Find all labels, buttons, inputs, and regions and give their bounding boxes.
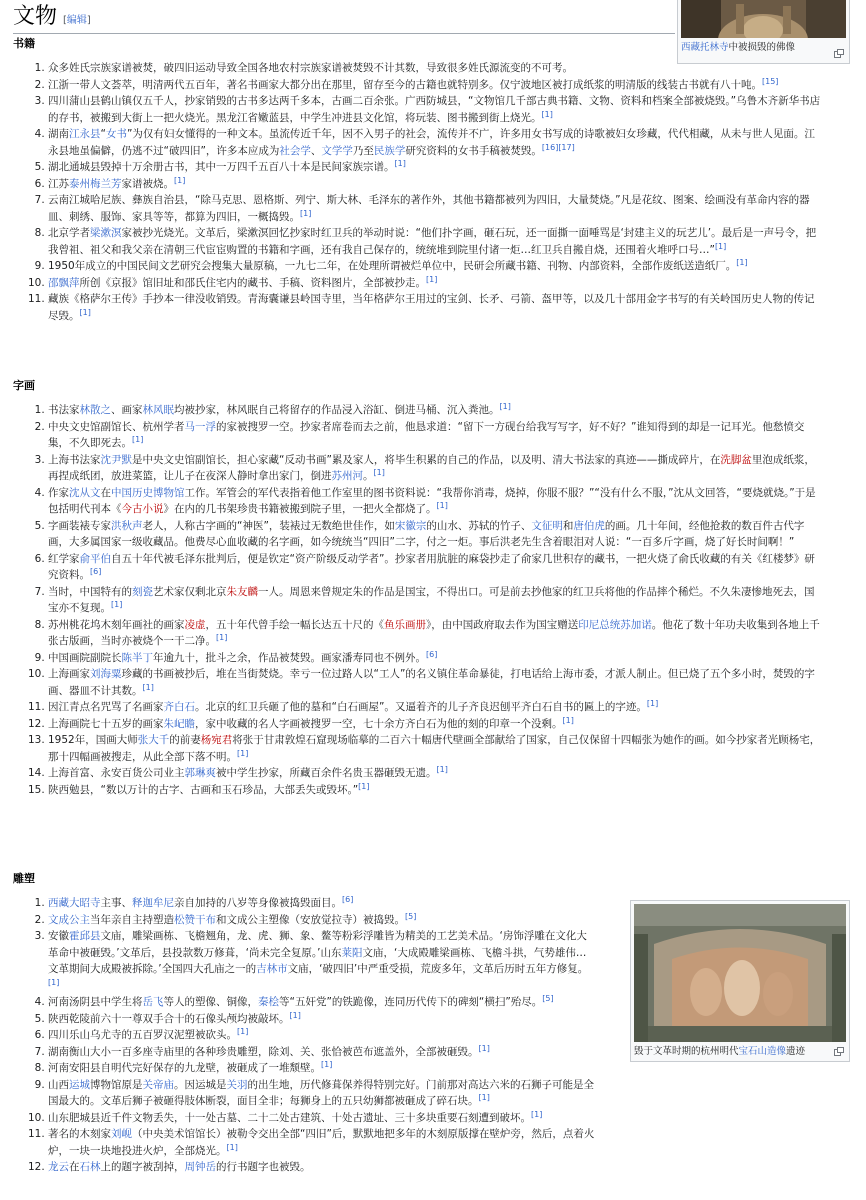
list-item [48, 666, 823, 699]
citation-ref[interactable]: [1] [562, 715, 574, 725]
citation-ref[interactable]: [1] [289, 1010, 301, 1020]
citation-ref[interactable]: [5] [542, 994, 554, 1003]
wiki-link[interactable]: 刘岘 [111, 1128, 132, 1140]
list-item [48, 93, 823, 126]
citation-ref[interactable]: [1] [714, 241, 727, 251]
item-text: 江苏 [48, 177, 69, 190]
item-text: 。 [363, 470, 374, 482]
item-text: 红学家 [48, 552, 80, 565]
citation-ref[interactable]: [1] [79, 307, 91, 317]
item-text: 文庙，雕梁画栋、飞檐翘角，龙、虎、狮、象、鳌等粉彩浮雕皆为精美的工艺美术品。‘房饰浮雕在文化大革命中被砸毁。’文革后，县投款数万修葺，‘尚未完全复原。’山东 [48, 930, 587, 959]
item-text: 河南汤阴县中学生将 [48, 996, 143, 1008]
citation-ref[interactable]: [1] [216, 633, 228, 642]
list-item [48, 225, 823, 258]
wiki-link[interactable]: 邵飘萍 [48, 276, 80, 289]
wiki-link[interactable]: 齐白石 [163, 701, 195, 713]
wiki-link[interactable]: 朱屺瞻 [163, 717, 195, 730]
item-text: ，五十年代曾手绘一幅长达五十尺的《 [205, 618, 384, 631]
wiki-link[interactable]: 梁漱溟 [90, 227, 122, 239]
wiki-link[interactable]: 沈从文 [69, 486, 101, 499]
redlink[interactable]: 朱友麟 [226, 585, 258, 598]
wiki-link[interactable]: 宋徽宗 [394, 519, 427, 532]
enlarge-icon[interactable] [834, 49, 844, 58]
citation-ref[interactable]: [6] [90, 567, 102, 576]
citation-ref[interactable]: [1] [142, 682, 154, 692]
citation-ref[interactable]: [1] [237, 748, 249, 758]
enlarge-icon[interactable] [834, 1047, 844, 1056]
wiki-link[interactable]: 洪秋声 [111, 519, 143, 532]
item-text: 当时，中国特有的 [48, 585, 132, 598]
list-item [48, 912, 596, 929]
list-item [48, 699, 823, 716]
caption-link-baoshishan[interactable]: 宝石山造像 [738, 1046, 787, 1057]
wiki-link[interactable]: 霍邱县 [69, 930, 101, 942]
subsection-heading-books: 书籍 [13, 37, 35, 50]
citation-ref[interactable]: [1] [394, 159, 406, 168]
heading-divider [13, 33, 675, 34]
item-text: 均被抄家，林风眠自己将留存的作品浸入浴缸、倒进马桶、沉入粪池。 [174, 404, 500, 416]
citation-ref[interactable]: [1] [226, 1142, 238, 1152]
list-item [48, 452, 823, 485]
item-text: 当年亲自主持塑造 [90, 913, 174, 926]
wiki-link[interactable]: 刘海粟 [90, 668, 122, 680]
wiki-link[interactable]: 张大千 [137, 734, 170, 746]
item-text: 苏州桃花坞木刻年画社的画家 [48, 618, 185, 631]
redlink[interactable]: 鱼乐画册 [384, 618, 426, 631]
subsection-heading-sculpture: 雕塑 [13, 872, 35, 885]
item-text: 里泡成纸浆，再捏成纸团，放进菜篮，让儿子在夜深人静时拿出家门，倒进 [48, 453, 815, 482]
item-text: 作家 [48, 486, 69, 499]
item-text: 的行书题字也被毁。 [216, 1161, 311, 1173]
list-item [48, 126, 823, 159]
item-text: 老人，人称古字画的“神医”，装裱过无数绝世佳作，如 [142, 519, 395, 532]
list-item [48, 584, 823, 617]
list-item [48, 60, 823, 77]
redlink[interactable]: 杨宛君 [200, 734, 233, 746]
wiki-link[interactable]: 西藏大昭寺 [48, 897, 101, 909]
wiki-link[interactable]: 释迦牟尼 [132, 897, 174, 909]
list-item [48, 1110, 596, 1127]
item-text: 工作。军管会的军代表指着他工作室里的图书资料说：“我帮你消毒，烧掉，你服不服？”“没有什么不服，”沈从文回答，“要烧就烧。”于是包括明代刊本《 [48, 486, 816, 515]
edit-link[interactable]: 编辑 [66, 15, 87, 26]
list-item [48, 1044, 596, 1061]
citation-ref[interactable]: [15] [762, 76, 779, 86]
citation-ref[interactable]: [1] [426, 274, 438, 284]
list-item [48, 485, 823, 518]
item-text: 河南安阳县自明代完好保存的九龙壁，被砸成了一堆颓壁。 [48, 1062, 321, 1074]
wiki-link[interactable]: 苏州河 [331, 470, 363, 482]
wiki-link[interactable]: 松赞干布 [174, 913, 216, 926]
item-text: 和文成公主塑像（安放觉拉寺）被捣毁。 [216, 913, 405, 926]
wiki-link[interactable]: 林风眠 [142, 404, 174, 416]
item-text: 博物馆原是 [90, 1078, 143, 1091]
figure-baoshishan-carvings [630, 900, 850, 1062]
wiki-link[interactable]: 岳飞 [142, 996, 164, 1008]
wiki-link[interactable]: 周钟岳 [184, 1161, 216, 1173]
item-text: 》，由中国政府取去作为国宝赠送 [426, 618, 579, 631]
wiki-link[interactable]: 文成公主 [48, 913, 90, 926]
citation-ref[interactable]: [1] [321, 1060, 333, 1069]
list-item [48, 732, 823, 765]
redlink[interactable]: 凌虚 [184, 618, 206, 631]
item-text: 云南江城哈尼族、彝族自治县，“除马克思、恩格斯、列宁、斯大林、毛泽东的著作外，其他书籍都被列为四旧，大量焚烧。”凡是花纹、图案、绘画没有革命内容的器皿、刺绣、服饰、家具等等，都算为四旧，一概捣毁。 [48, 194, 810, 223]
citation-ref[interactable]: [1] [736, 258, 748, 267]
list-item [48, 176, 823, 193]
item-text: 山西 [48, 1078, 69, 1091]
citation-ref[interactable]: [1] [436, 501, 448, 510]
item-text: 山东肥城县近千件文物丢失，十一处古墓、二十二处古建筑、十处古遗址、三十多块重要石刻遭到破坏。 [48, 1111, 531, 1124]
list-item [48, 419, 823, 452]
item-text: 陕西乾陵前六十一尊双手合十的石像头颅均被敲坏。 [48, 1012, 290, 1025]
list-books [13, 60, 823, 324]
item-text: 陕西勉县，“数以万计的古字、古画和玉石珍品，大部丢失或毁坏。” [48, 783, 359, 796]
item-text: 的山水、苏轼的竹子、 [426, 519, 532, 532]
citation-ref[interactable]: [1] [499, 402, 511, 411]
edit-link-wrapper: [编辑] [63, 15, 91, 26]
wiki-link[interactable]: 龙云 [48, 1161, 69, 1173]
item-text: 一人。周恩来曾规定朱的作品是国宝，不得出口。可是前去抄他家的红卫兵将他的作品摔个稀烂。不久朱凄惨地死去，国宝亦不复现。 [48, 585, 815, 614]
item-text: 研究资料的女书手稿被焚毁。 [405, 144, 542, 157]
citation-ref[interactable]: [1] [237, 1027, 249, 1036]
list-item [48, 1159, 596, 1176]
wiki-link[interactable]: 关帝庙 [142, 1078, 174, 1091]
item-text: 、画家 [111, 404, 143, 416]
item-text: 将张于甘肃敦煌石窟现场临摹的二百六十幅唐代壁画全部献给了国家，自己仅保留十四幅张为她作的画。如今抄家者光顾杨宅，那十四幅画被搜走，从此全部下落不明。 [48, 734, 821, 763]
section-title: 文物 [13, 4, 58, 29]
item-text: 中央文史馆副馆长、杭州学者 [48, 420, 185, 433]
wiki-link[interactable]: 运城 [69, 1078, 90, 1091]
list-item [48, 159, 823, 176]
citation-ref[interactable]: [1] [48, 977, 60, 987]
citation-ref[interactable]: [16][17] [541, 142, 575, 152]
wiki-link[interactable]: 印尼总统苏加诺 [578, 618, 652, 631]
list-item [48, 192, 823, 225]
list-item [48, 1011, 596, 1028]
figure-top-caption: 西藏托林寺中被损毁的佛像 [681, 42, 796, 53]
item-text: 。因运城是 [174, 1078, 227, 1091]
redlink[interactable]: 今古小说 [121, 503, 164, 515]
item-text: 文庙，‘大成殿雕梁画栋、飞檐斗拱，气势雄伟…文革期间大成殿被拆除。’全国四大孔庙之一的 [48, 946, 587, 975]
item-text: 年逾九十，批斗之余，作品被焚毁。画家潘寿同也不例外。 [153, 651, 426, 664]
item-text: 被中学生抄家，所藏百余件名贵玉器砸毁无遗。 [216, 767, 437, 779]
citation-ref[interactable]: [1] [373, 468, 385, 477]
redlink[interactable]: 洗脚盆 [720, 453, 752, 466]
list-item [48, 650, 823, 667]
item-text: 等人的塑像、铜像， [163, 996, 258, 1008]
item-text: 的家被搜罗一空。抄家者席卷而去之前，他恳求道：“留下一方砚台给我写写字，好不好？”谁知得到的却是一记耳光。他愁愤交集，不久即死去。 [48, 420, 805, 449]
item-text: 上海画家 [48, 668, 90, 680]
item-text: 自五十年代被毛泽东批判后，便是钦定“资产阶级反动学者”。抄家者用肮脏的麻袋抄走了俞家几世积存的藏书，一把火烧了俞氏收藏的有关《红楼梦》研究资料。 [48, 552, 815, 581]
figure-destroyed-buddha [677, 0, 850, 64]
wiki-link[interactable]: 民族学 [373, 144, 406, 157]
wiki-link[interactable]: 中国历史博物馆 [111, 486, 185, 499]
citation-ref[interactable]: [6] [342, 895, 354, 904]
wiki-link[interactable]: 陈半丁 [121, 651, 153, 664]
item-text: 安徽 [48, 930, 69, 942]
wiki-link[interactable]: 女书 [105, 128, 127, 140]
citation-ref[interactable]: [6] [426, 649, 438, 659]
item-text: 主事、 [100, 897, 132, 909]
list-item [48, 402, 823, 419]
item-text: 四川蒲山县鹤山镇仅五千人，抄家销毁的古书多达两千多本，古画二百余张。广西防城县，“文物馆几千部古典书籍、文物、资料和档案全部被烧毁。”乌鲁木齐新华书店的存书，被搬到大街上一把火烧光。黑龙江省嫩蓝县，中学生冲进县文化馆，将玩装、图书搬到街上烧光。 [48, 95, 821, 124]
list-item [48, 1060, 596, 1077]
item-text: 北京学者 [48, 227, 90, 239]
list-item [48, 1077, 596, 1110]
item-text: 亲自加持的八岁等身像被捣毁面目。 [174, 897, 342, 909]
item-text: 和 [562, 519, 574, 532]
list-sculpture [13, 895, 596, 1176]
wiki-link[interactable]: 江永县 [69, 128, 101, 140]
item-text: 、 [310, 144, 322, 157]
section-heading [13, 2, 91, 36]
list-item [48, 994, 596, 1011]
item-text: ”为仅有妇女懂得的一种文本。虽流传近千年，因不入男子的社会，流传并不广，许多用女书写成的诗歌被妇女珍藏，代代相藏，从未与世人见面。江永县地虽偏僻，仍逃不过“破四旧”，许多本应成为 [48, 128, 815, 157]
list-item [48, 551, 823, 584]
list-item [48, 258, 823, 275]
wiki-link[interactable]: 林散之 [79, 404, 111, 416]
item-text: 著名的木刻家 [48, 1128, 111, 1140]
wiki-link[interactable]: 唐伯虎 [573, 519, 605, 532]
buddha-statue-drawing [681, 0, 846, 38]
list-item [48, 1126, 596, 1159]
wiki-link[interactable]: 吉林市 [256, 963, 288, 975]
list-item [48, 275, 823, 292]
citation-ref[interactable]: [1] [436, 765, 448, 774]
wiki-link[interactable]: 梅兰芳 [90, 177, 122, 190]
item-text: 江浙一带人文荟萃，明清两代五百年，著名书画家大都分出在那里，留存至今的古籍也就特别多。仅宁波地区被打成纸浆的明清版的线装古书就有八十吨。 [48, 78, 762, 91]
citation-ref[interactable]: [1] [646, 699, 659, 708]
item-text: 众多姓氏宗族家谱被焚，破四旧运动导致全国各地农村宗族家谱被焚毁不计其数，导致很多姓氏源流变的不可考。 [48, 62, 573, 74]
item-text: 1950年成立的中国民间文艺研究会搜集大量原稿，一九七二年，在处理所谓被烂单位中，民研会所藏书籍、刊物、内部资料，全部作废纸送造纸厂。 [48, 260, 737, 272]
item-text: 上海画院七十五岁的画家 [48, 717, 164, 730]
item-text: 1952年，国画大师 [48, 734, 138, 746]
wiki-link[interactable]: 社会学 [279, 144, 311, 157]
item-text: 上的题字被刮掉， [100, 1161, 185, 1173]
item-text: 上海首富、永安百货公司业主 [48, 767, 185, 779]
item-text: 湖南 [48, 128, 69, 140]
item-text: 的出生地，历代修葺保养得特别完好。门前那对高达六米的石狮子可能是全国最大的。文革后狮子被砸得肢体断裂，面目全非；每狮身上的五只幼狮都被砸成了碎石块。 [48, 1078, 594, 1107]
item-text: 。北京的红卫兵砸了他的墓和“白石画屋”。又逼着齐的儿子齐良迟刨平齐白石自书的匾上的字迹。 [195, 701, 647, 713]
list-item [48, 765, 823, 782]
citation-ref[interactable]: [1] [478, 1043, 490, 1053]
list-item [48, 716, 823, 733]
item-text: 文庙，‘破四旧’中严重受损，荒废多年，文革后历时五年方修复。 [287, 963, 589, 975]
list-item [48, 518, 823, 551]
wiki-link[interactable]: 泰州 [69, 177, 90, 190]
citation-ref[interactable]: [1] [132, 435, 144, 444]
wiki-link[interactable]: 刻瓷 [132, 585, 153, 598]
citation-ref[interactable]: [5] [405, 911, 417, 921]
item-text: ，家中收藏的名人字画被搜罗一空，七十余方齐白石为他的刻的印章一个没剩。 [195, 717, 563, 730]
item-text: 因江青点名咒骂了名画家 [48, 701, 164, 713]
wiki-link[interactable]: 石林 [79, 1161, 101, 1173]
item-text: （中央美术馆馆长）被勒令交出全部“四旧”后，默默地把多年的木刻原版撑在壁炉旁，然后，点着火炉，一块一块地投进火炉，全部烧光。 [48, 1128, 595, 1157]
citation-ref[interactable]: [1] [478, 1093, 490, 1102]
item-text: 所创《京报》馆旧址和邵氏住宅内的藏书、手稿、资料图片，全部被抄走。 [79, 276, 426, 289]
figure-bottom-caption: 毁于文革时期的杭州明代宝石山造像遗迹 [634, 1046, 806, 1057]
item-text: 的前妻 [169, 734, 201, 746]
citation-ref[interactable]: [1] [541, 109, 553, 119]
list-item [48, 291, 823, 324]
subsection-heading-paintings: 字画 [13, 379, 35, 392]
item-text: 中国画院副院长 [48, 651, 122, 664]
wiki-link[interactable]: 马一浮 [184, 420, 216, 433]
citation-ref[interactable]: [1] [358, 781, 370, 791]
item-text: “ [100, 128, 106, 140]
item-text: 珍藏的书画被抄后，堆在当街焚烧。幸亏一位过路人以“工人”的名义镇住革命暴徒，打电话给上海市委，才派人制止。但已烧了五个多小时，焚毁的字画、器皿不计其数。 [48, 668, 815, 697]
item-text: 湖南衡山大小一百多座寺庙里的各种珍贵雕塑，除刘、关、张恰被芭布遮盖外，全部被砸毁。 [48, 1045, 479, 1058]
wiki-link[interactable]: 文学学 [321, 144, 353, 157]
citation-ref[interactable]: [1] [531, 1109, 543, 1119]
wiki-link[interactable]: 沈尹默 [100, 453, 132, 466]
item-text: 是中央文史馆副馆长，担心家藏“反动书画”累及家人，将毕生积累的自己的作品，以及明、清大书法家的真迹——撕成碎片，在 [132, 453, 721, 466]
wiki-link[interactable]: 郭琳爽 [184, 767, 216, 779]
item-text: 》在内的几书架珍贵书籍被搬到院子里，一把火全都烧了。 [163, 503, 437, 515]
baoshishan-image[interactable] [634, 904, 846, 1042]
citation-ref[interactable]: [1] [174, 175, 186, 185]
list-item [48, 928, 596, 994]
list-item [48, 895, 596, 912]
item-text: 乃至 [352, 144, 374, 157]
item-text: 藏族《格萨尔王传》手抄本一律没收销毁。青海囊谦县岭国寺里，当年格萨尔王用过的宝剑、长矛、弓箭、盔甲等，以及几十部用金字书写的有关岭国历史人物的传记尽毁。 [48, 293, 815, 322]
buddha-statue-image[interactable] [681, 0, 846, 38]
wiki-link[interactable]: 关羽 [226, 1078, 248, 1091]
wiki-link[interactable]: 文征明 [531, 519, 563, 532]
item-text: 等“五奸党”的铁跪像，连同历代传下的碑刻“横扫”殆尽。 [279, 996, 543, 1008]
item-text: 四川乐山乌尤寺的五百罗汉泥塑被砍头。 [48, 1029, 237, 1041]
item-text: 艺术家仅剩北京 [153, 585, 227, 598]
item-text: 书法家 [48, 404, 80, 416]
item-text: 在 [69, 1161, 80, 1173]
list-item [48, 1027, 596, 1044]
list-item [48, 617, 823, 650]
wiki-link[interactable]: 莱阳 [341, 946, 363, 959]
item-text: 在 [100, 486, 111, 499]
citation-ref[interactable]: [1] [300, 208, 312, 218]
wiki-link[interactable]: 秦桧 [258, 996, 279, 1008]
item-text: 字画装裱专家 [48, 519, 111, 532]
citation-ref[interactable]: [1] [111, 600, 123, 609]
list-item [48, 782, 823, 799]
item-text: 家谱被烧。 [121, 177, 174, 190]
item-text: 的画。几十年间，经他抢救的数百件古代字画，大多属国家一级收藏品。他费尽心血收藏的名字画，如今统统当“四旧”二字，付之一炬。事后洪老先生含着眼泪对人说：“一百多斤字画，烧了好长时间啊！” [48, 519, 805, 548]
wiki-link[interactable]: 俞平伯 [79, 552, 111, 565]
caption-link-tholing[interactable]: 西藏托林寺 [681, 42, 729, 53]
rock-carving-drawing [634, 904, 846, 1042]
item-text: 湖北通城县毁掉十万余册古书，其中一万四千五百八十本是民间家族宗谱。 [48, 161, 395, 173]
item-text: 。他花了数十年功夫收集到各地上千张古版画，当时亦被烧个一干二净。 [48, 618, 820, 647]
item-text: 家被抄光烧光。文革后，梁漱溟回忆抄家时红卫兵的举动时说：“他们扑字画，砸石玩，还一面撕一面唾骂是‘封建主义的玩艺儿’。最后是一声号令，把我曾祖、祖父和我父亲在清朝三代宦宦购置的书籍和字画，还有我自己保存的，统统堆到院里付诸一炬…红卫兵自搬自烧，还围着火堆呼口号…” [48, 227, 817, 256]
item-text: 上海书法家 [48, 453, 101, 466]
list-item [48, 77, 823, 94]
list-paintings [13, 402, 823, 798]
